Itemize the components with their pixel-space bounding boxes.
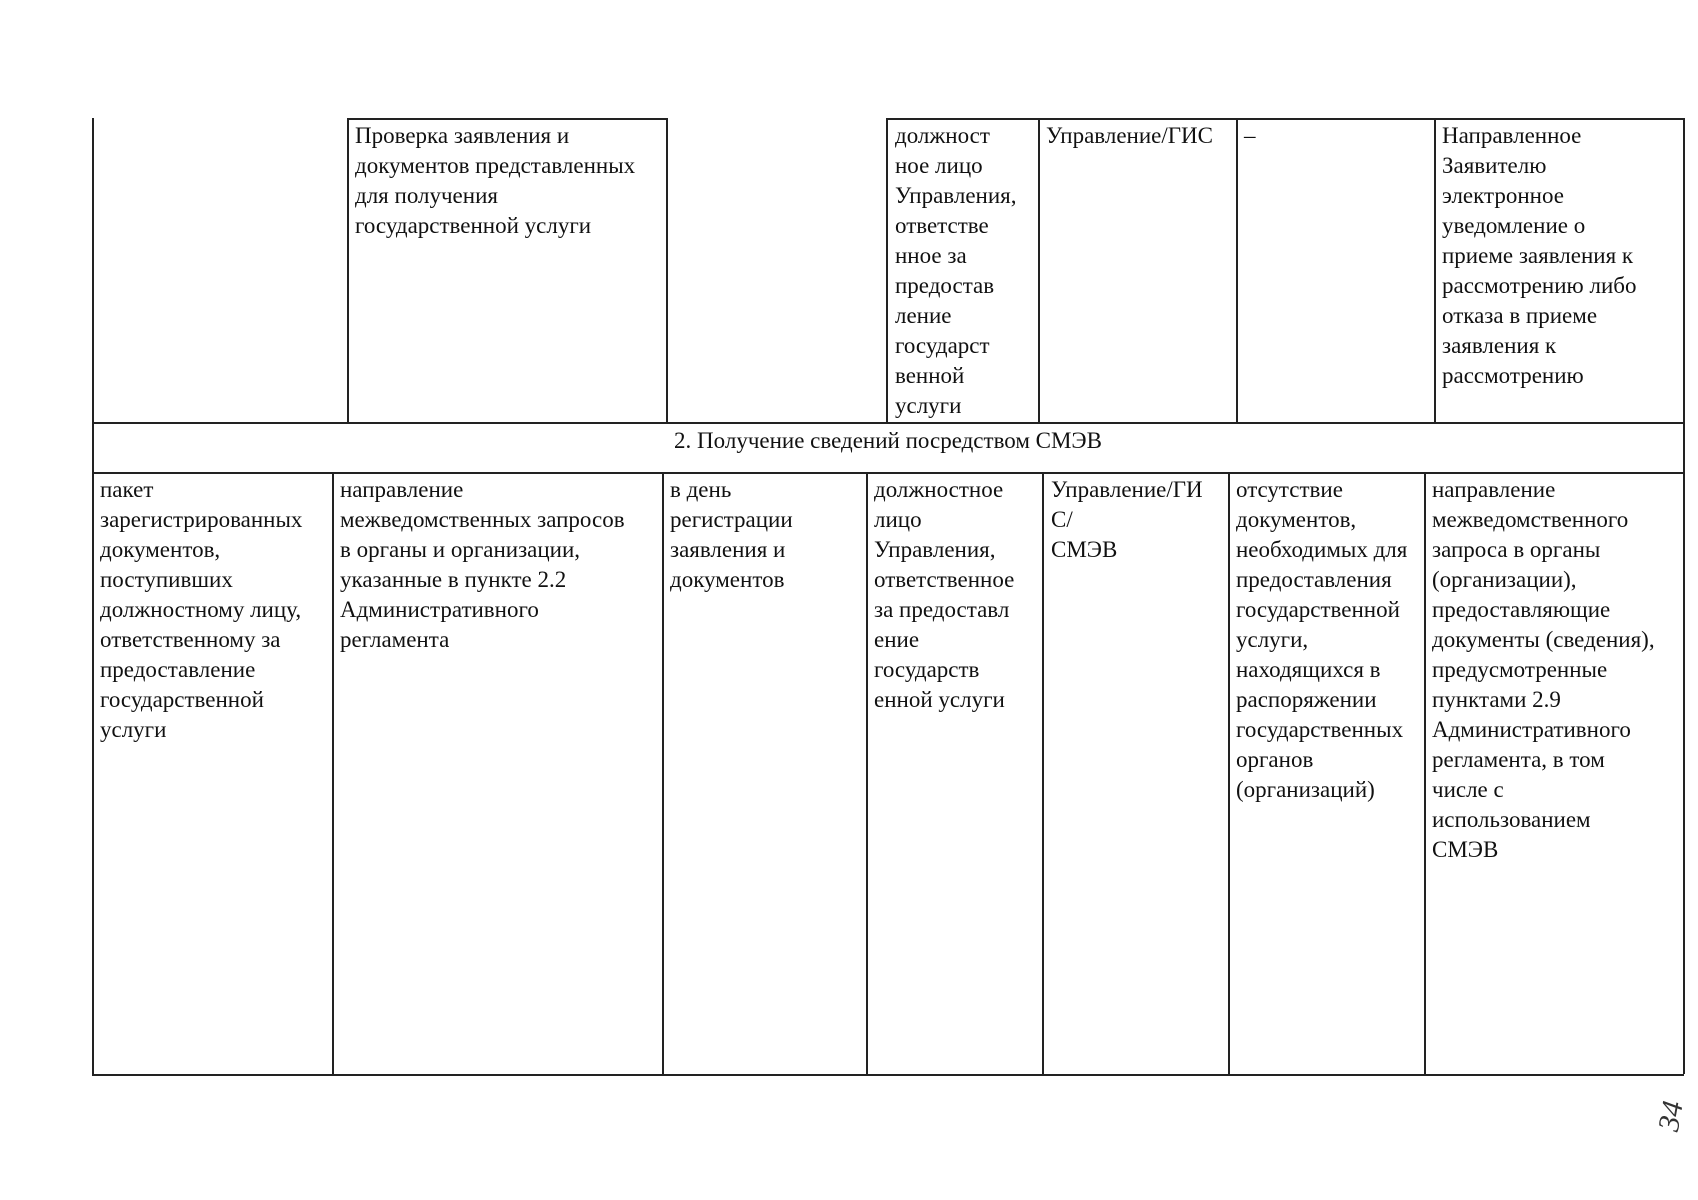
- rule: [92, 422, 1684, 424]
- rule: [1228, 472, 1230, 1074]
- cell-responsible-top: должност ное лицо Управления, ответстве нное за предостав ление государст венной услуги: [895, 123, 1017, 418]
- rule: [92, 472, 1684, 474]
- rule: [1236, 118, 1238, 422]
- cell-criteria: отсутствие документов, необходимых для предоставления государственной услуги, находящихся в распоряжении государственных органов (организаций): [1236, 477, 1408, 802]
- cell-term: в день регистрации заявления и документов: [670, 477, 793, 592]
- cell-result-top: Направленное Заявителю электронное уведомление о приеме заявления к рассмотрению либо отказа в приеме заявления к рассмотрению: [1442, 123, 1637, 388]
- rule: [886, 118, 1684, 120]
- rule: [866, 472, 868, 1074]
- cell-basis: пакет зарегистрированных документов, поступивших должностному лицу, ответственному за предоставление государственной услуги: [100, 477, 303, 742]
- cell-responsible: должностное лицо Управления, ответственное за предоставл ение государств енной услуги: [874, 477, 1015, 712]
- cell-location-top: Управление/ГИС: [1046, 123, 1213, 148]
- rule: [92, 118, 94, 1074]
- section-heading: 2. Получение сведений посредством СМЭВ: [674, 428, 1102, 453]
- rule: [1434, 118, 1436, 422]
- rule: [347, 118, 667, 120]
- rule: [1042, 472, 1044, 1074]
- rule: [1038, 118, 1040, 422]
- rule: [1424, 472, 1426, 1074]
- rule: [1683, 118, 1685, 1074]
- rule: [886, 118, 888, 422]
- rule: [332, 472, 334, 1074]
- page-number: 34: [1652, 1098, 1690, 1134]
- cell-action: направление межведомственных запросов в органы и организации, указанные в пункте 2.2 Административного регламента: [340, 477, 625, 652]
- rule: [666, 118, 668, 422]
- rule: [662, 472, 664, 1074]
- rule: [347, 118, 349, 422]
- rule: [92, 1074, 1684, 1076]
- cell-criteria-top: –: [1244, 123, 1256, 148]
- cell-action-top: Проверка заявления и документов представленных для получения государственной услуги: [355, 123, 636, 238]
- cell-result: направление межведомственного запроса в органы (организации), предоставляющие документы (сведения), предусмотренные пунктами 2.9 Административного регламента, в том числе с использованием СМЭВ: [1432, 477, 1655, 862]
- cell-location: Управление/ГИ С/ СМЭВ: [1051, 477, 1203, 562]
